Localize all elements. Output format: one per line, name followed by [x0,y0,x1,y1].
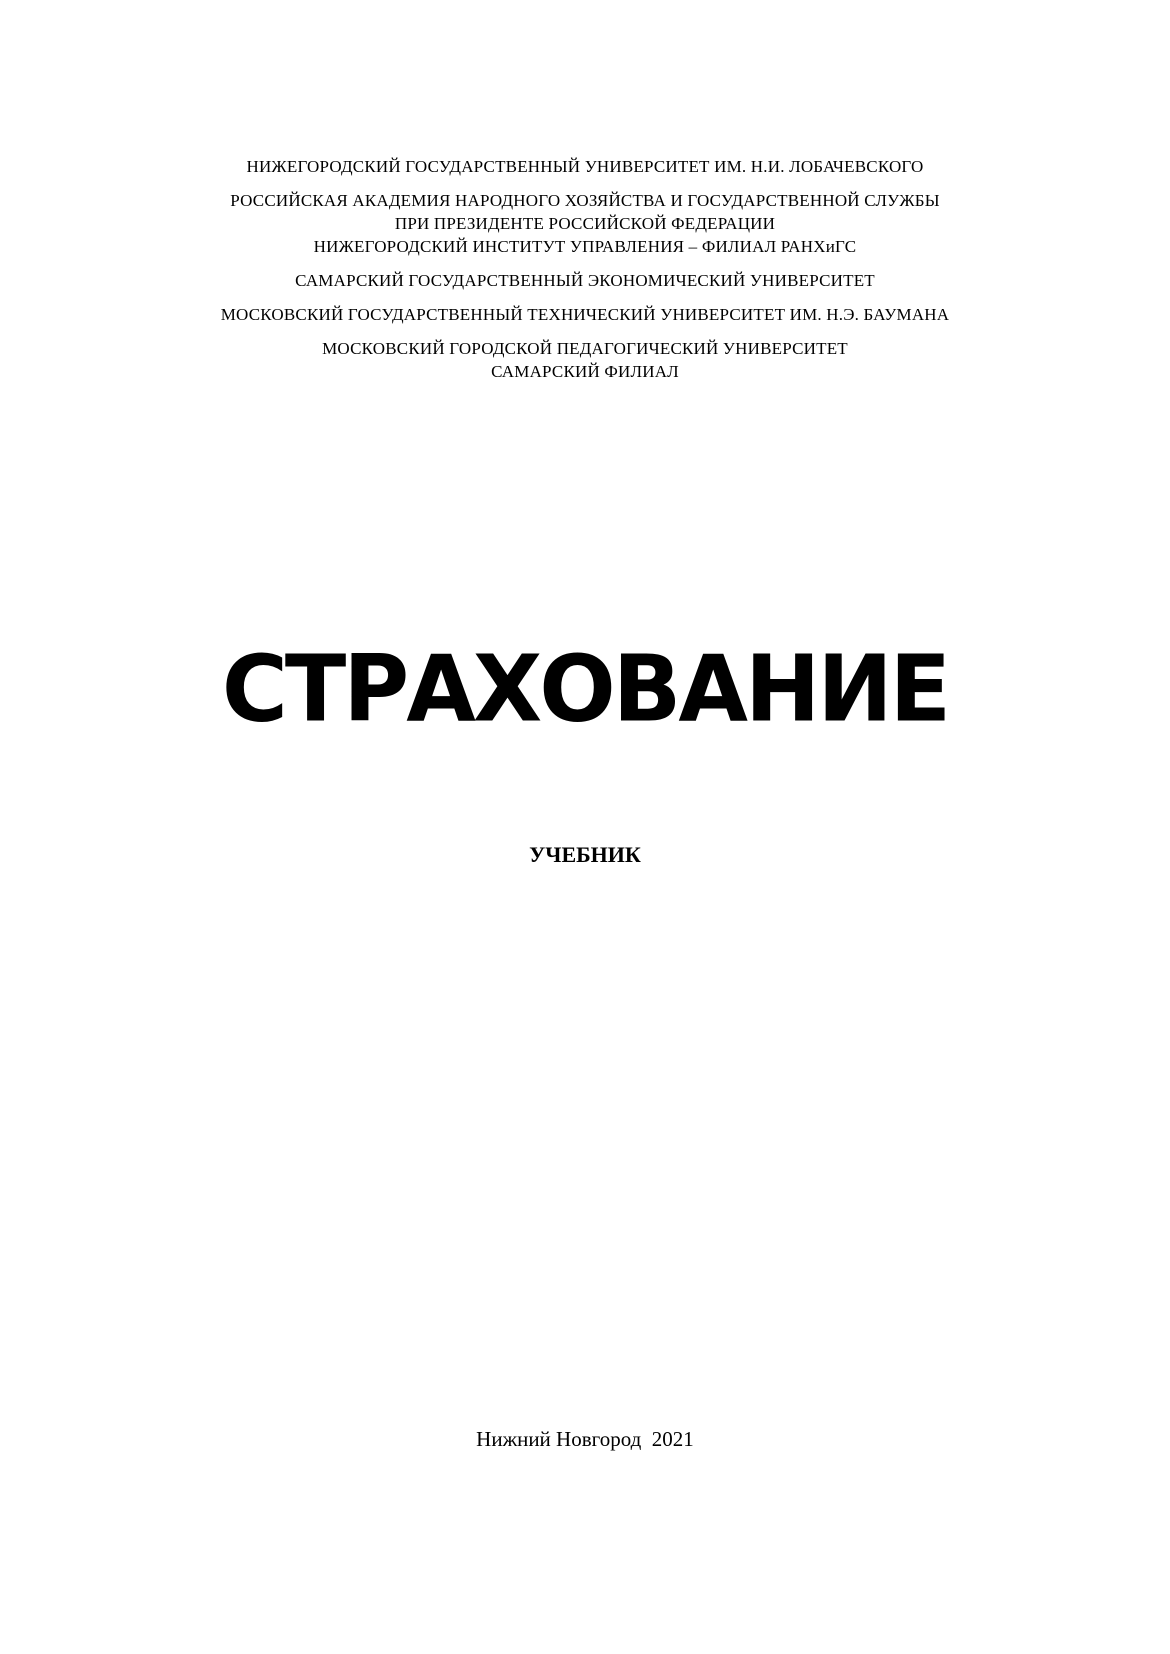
institution-line: САМАРСКИЙ ФИЛИАЛ [491,362,679,381]
institution-block-sseu [0,269,1170,292]
institution-line: МОСКОВСКИЙ ГОРОДСКОЙ ПЕДАГОГИЧЕСКИЙ УНИВЕРСИТЕТ [322,339,848,358]
book-title: СТРАХОВАНИЕ [221,635,949,744]
institution-block-mgpu [0,337,1170,383]
institution-line: РОССИЙСКАЯ АКАДЕМИЯ НАРОДНОГО ХОЗЯЙСТВА И ГОСУДАРСТВЕННОЙ СЛУЖБЫ [230,191,940,210]
institutions-header [0,155,1170,394]
institution-block-bmstu [0,303,1170,326]
institution-block-ranepa [0,189,1170,258]
institution-block-unn [0,155,1170,178]
book-type-label: УЧЕБНИК [529,842,641,867]
institution-line: САМАРСКИЙ ГОСУДАРСТВЕННЫЙ ЭКОНОМИЧЕСКИЙ УНИВЕРСИТЕТ [295,271,875,290]
institution-line: МОСКОВСКИЙ ГОСУДАРСТВЕННЫЙ ТЕХНИЧЕСКИЙ УНИВЕРСИТЕТ ИМ. Н.Э. БАУМАНА [220,305,950,324]
institution-line: НИЖЕГОРОДСКИЙ ГОСУДАРСТВЕННЫЙ УНИВЕРСИТЕТ ИМ. Н.И. ЛОБАЧЕВСКОГО [246,157,924,176]
institution-line: ПРИ ПРЕЗИДЕНТЕ РОССИЙСКОЙ ФЕДЕРАЦИИ [394,214,776,233]
institution-line: НИЖЕГОРОДСКИЙ ИНСТИТУТ УПРАВЛЕНИЯ – ФИЛИАЛ РАНХиГС [313,237,857,256]
imprint-city-year: Нижний Новгород 2021 [476,1427,694,1451]
